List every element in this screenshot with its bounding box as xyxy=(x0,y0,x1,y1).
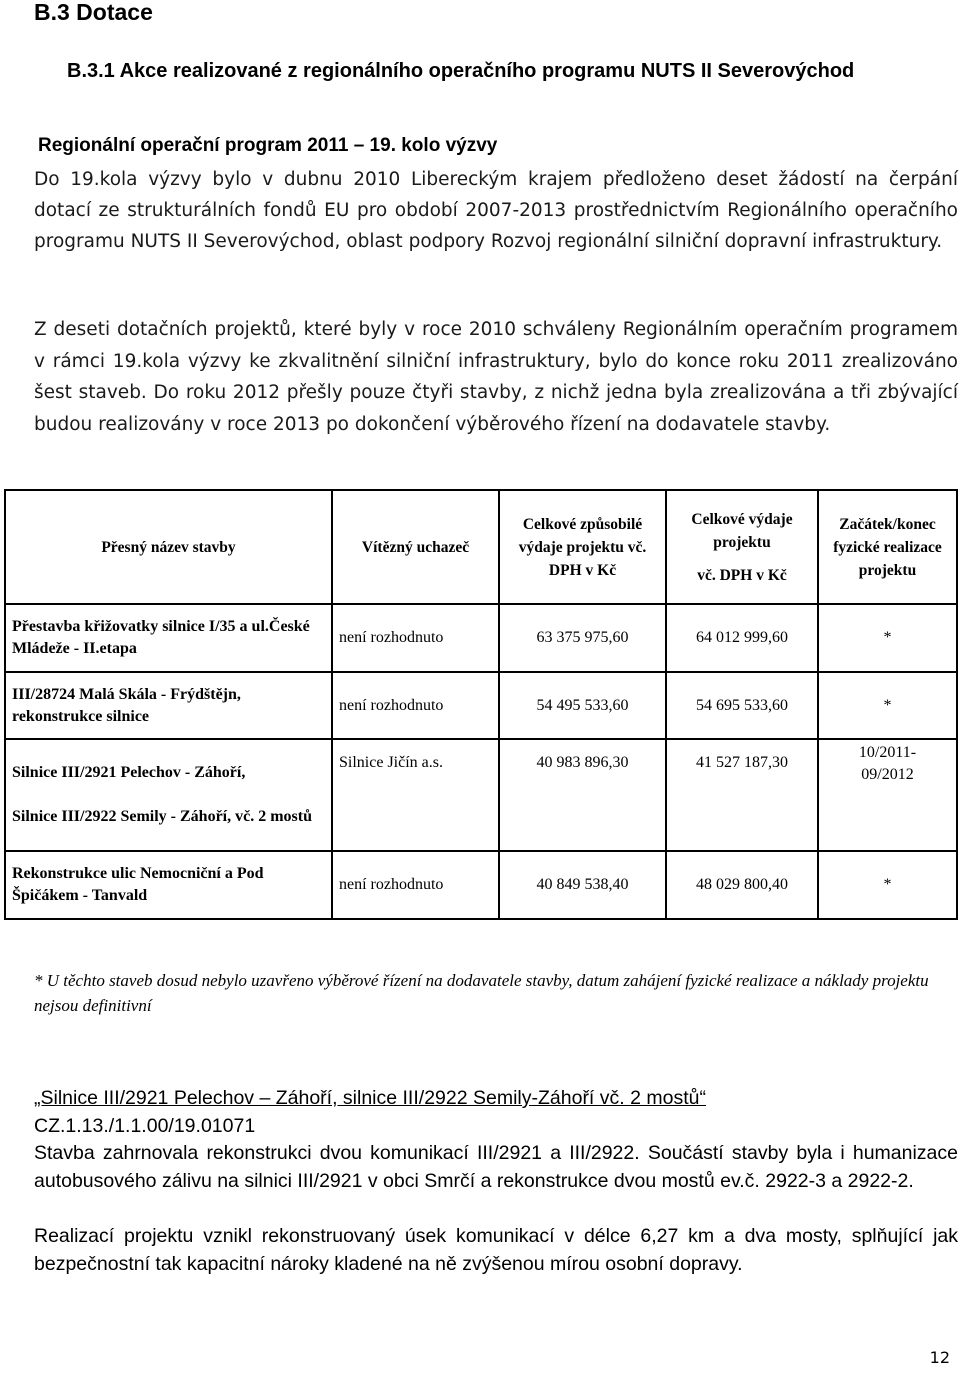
table-header-row xyxy=(5,490,957,604)
row-eligible: 40 849 538,40 xyxy=(499,851,666,919)
header-total-line1: Celkové výdaje projektu xyxy=(691,510,793,551)
row-name-line2: Silnice III/2922 Semily - Záhoří, vč. 2 mostů xyxy=(12,808,313,825)
project-code: CZ.1.13./1.1.00/19.01071 xyxy=(34,1115,256,1137)
row-name-line1: Silnice III/2921 Pelechov - Záhoří, xyxy=(12,764,246,781)
intro-paragraph: Do 19.kola výzvy bylo v dubnu 2010 Libereckým krajem předloženo deset žádostí na čerpání dotací ze strukturálních fondů EU pro období 2007-2013 prostřednictvím Regionálního operačního programu NUTS II Severovýchod, oblast podpory Rozvoj regionální silniční dopravní infrastruktury. xyxy=(34,169,958,252)
page-number: 12 xyxy=(929,1348,950,1367)
header-period: Začátek/konec fyzické realizace projektu xyxy=(818,490,957,604)
projects-table xyxy=(4,489,958,920)
row-total: 41 527 187,30 xyxy=(666,739,818,851)
program-heading: Regionální operační program 2011 – 19. kolo výzvy xyxy=(38,135,498,156)
row-name: III/28724 Malá Skála - Frýdštějn, rekonstrukce silnice xyxy=(5,672,332,739)
table-footnote: * U těchto staveb dosud nebylo uzavřeno výběrové řízení na dodavatele stavby, datum zahájení fyzické realizace a náklady projektu nejsou definitivní xyxy=(34,971,929,1015)
row-total: 48 029 800,40 xyxy=(666,851,818,919)
row-period: * xyxy=(818,672,957,739)
row-period: * xyxy=(818,604,957,672)
row-winner: není rozhodnuto xyxy=(332,604,499,672)
header-total-line2: vč. DPH v Kč xyxy=(697,566,787,584)
section-heading: B.3 Dotace xyxy=(34,0,153,25)
row-eligible: 40 983 896,30 xyxy=(499,739,666,851)
results-paragraph: Z deseti dotačních projektů, které byly v roce 2010 schváleny Regionálním operačním programem v rámci 19.kola výzvy ke zkvalitnění silniční infrastruktury, bylo do konce roku 2011 zrealizováno šest staveb. Do roku 2012 přešly pouze čtyři stavby, z nichž jedna byla zrealizována a tři zbývající budou realizovány v roce 2013 po dokončení výběrového řízení na dodavatele stavby. xyxy=(34,319,958,435)
project-title: „Silnice III/2921 Pelechov – Záhoří, silnice III/2922 Semily-Záhoří vč. 2 mostů“ xyxy=(34,1087,706,1109)
subsection-heading: B.3.1 Akce realizované z regionálního operačního programu NUTS II Severovýchod xyxy=(67,60,855,82)
header-name: Přesný název stavby xyxy=(5,490,332,604)
header-eligible: Celkové způsobilé výdaje projektu vč. DPH v Kč xyxy=(499,490,666,604)
project-paragraph-2: Realizací projektu vznikl rekonstruovaný úsek komunikací v délce 6,27 km a dva mosty, splňující jak bezpečnostní tak kapacitní nároky kladené na ně zvýšenou mírou osobní dopravy. xyxy=(34,1225,958,1275)
row-name: Rekonstrukce ulic Nemocniční a Pod Špičákem - Tanvald xyxy=(5,851,332,919)
table-row xyxy=(5,739,957,851)
row-eligible: 63 375 975,60 xyxy=(499,604,666,672)
table-row xyxy=(5,672,957,739)
row-total: 64 012 999,60 xyxy=(666,604,818,672)
row-winner: není rozhodnuto xyxy=(332,672,499,739)
row-period: * xyxy=(818,851,957,919)
row-period: 10/2011-09/2012 xyxy=(818,739,957,851)
row-name: Přestavba křižovatky silnice I/35 a ul.České Mládeže - II.etapa xyxy=(5,604,332,672)
header-winner: Vítězný uchazeč xyxy=(332,490,499,604)
row-winner: není rozhodnuto xyxy=(332,851,499,919)
header-total xyxy=(666,490,818,604)
row-name xyxy=(5,739,332,851)
row-winner: Silnice Jičín a.s. xyxy=(332,739,499,851)
table-row xyxy=(5,851,957,919)
row-total: 54 695 533,60 xyxy=(666,672,818,739)
row-eligible: 54 495 533,60 xyxy=(499,672,666,739)
table-row xyxy=(5,604,957,672)
project-paragraph-1: Stavba zahrnovala rekonstrukci dvou komunikací III/2921 a III/2922. Součástí stavby byla i humanizace autobusového zálivu na silnici III/2921 v obci Smrčí a rekonstrukce dvou mostů ev.č. 2922-3 a 2922-2. xyxy=(34,1142,958,1192)
